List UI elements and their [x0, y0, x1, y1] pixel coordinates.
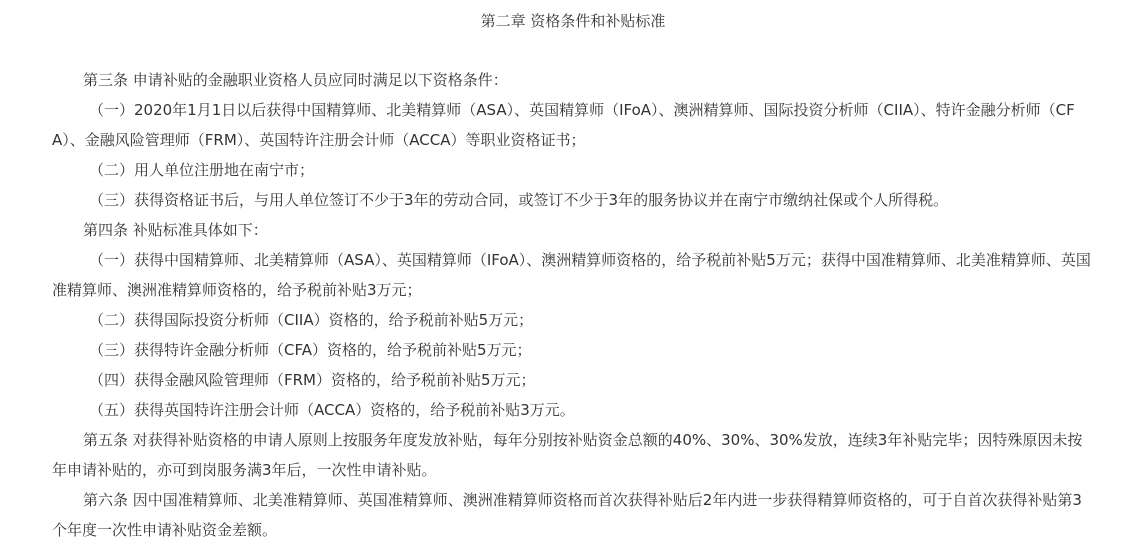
- article-6: 第六条 因中国准精算师、北美准精算师、英国准精算师、澳洲准精算师资格而首次获得补贴后2年内进一步获得精算师资格的，可于自首次获得补贴第3个年度一次性申请补贴资金差额。: [52, 491, 1082, 539]
- article-4-item-2: （二）获得国际投资分析师（CIIA）资格的，给予税前补贴5万元；: [89, 311, 534, 329]
- article-4-item-4: （四）获得金融风险管理师（FRM）资格的，给予税前补贴5万元；: [89, 371, 536, 389]
- article-3-item-2: （二）用人单位注册地在南宁市；: [89, 161, 315, 179]
- article-5: 第五条 对获得补贴资格的申请人原则上按服务年度发放补贴，每年分别按补贴资金总额的40%、30%、30%发放，连续3年补贴完毕；因特殊原因未按年申请补贴的，亦可到岗服务满3年后，一次性申请补贴。: [52, 431, 1083, 479]
- article-4-item-1: （一）获得中国精算师、北美精算师（ASA）、英国精算师（IFoA）、澳洲精算师资格的，给予税前补贴5万元；获得中国准精算师、北美准精算师、英国准精算师、澳洲准精算师资格的，给予税前补贴3万元；: [52, 251, 1091, 299]
- article-4-item-5: （五）获得英国特许注册会计师（ACCA）资格的，给予税前补贴3万元。: [89, 401, 575, 419]
- article-4-item-3: （三）获得特许金融分析师（CFA）资格的，给予税前补贴5万元；: [89, 341, 532, 359]
- article-4-intro: 第四条 补贴标准具体如下：: [83, 221, 268, 239]
- chapter-title: 第二章 资格条件和补贴标准: [480, 12, 666, 30]
- article-3-item-3: （三）获得资格证书后，与用人单位签订不少于3年的劳动合同，或签订不少于3年的服务协议并在南宁市缴纳社保或个人所得税。: [89, 191, 949, 209]
- article-3-item-1: （一）2020年1月1日以后获得中国精算师、北美精算师（ASA）、英国精算师（IFoA）、澳洲精算师、国际投资分析师（CIIA）、特许金融分析师（CFA）、金融风险管理师（FRM）、英国特许注册会计师（ACCA）等职业资格证书；: [52, 101, 1075, 149]
- article-3-intro: 第三条 申请补贴的金融职业资格人员应同时满足以下资格条件：: [83, 71, 508, 89]
